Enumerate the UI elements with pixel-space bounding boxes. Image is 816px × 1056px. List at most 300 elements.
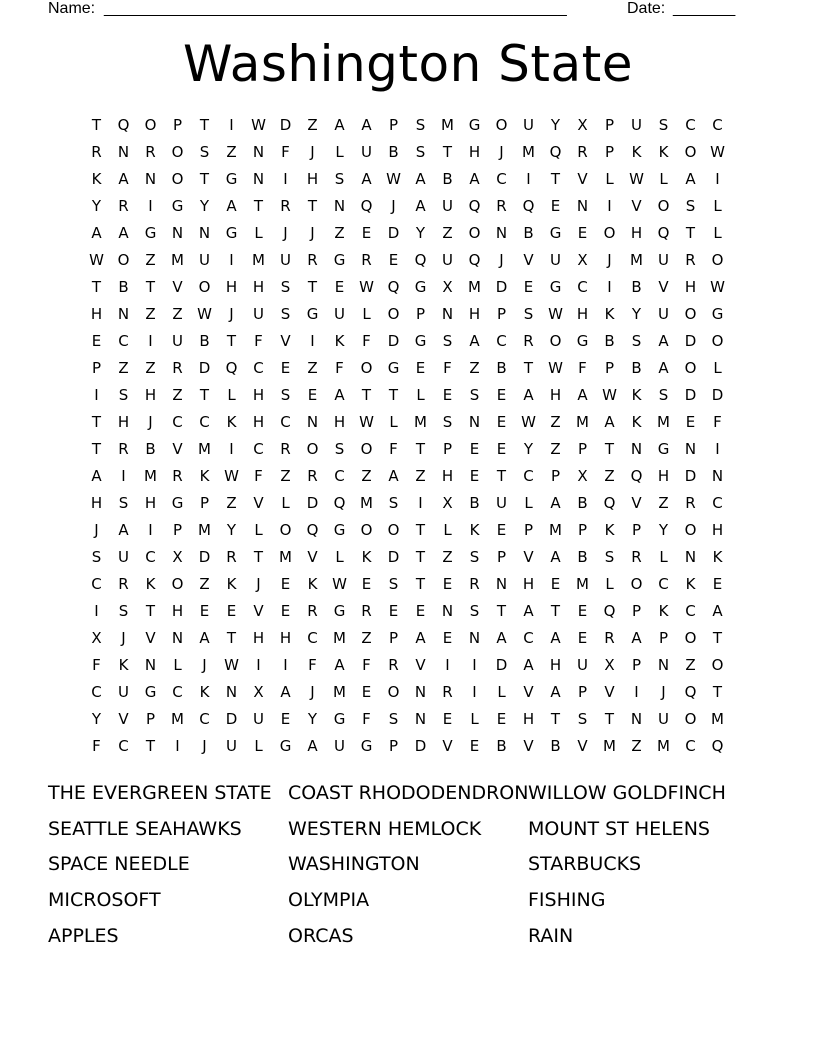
grid-letter: A <box>118 521 129 539</box>
grid-letter: M <box>360 494 373 512</box>
grid-letter: W <box>89 251 104 269</box>
grid-letter: E <box>550 575 561 593</box>
grid-letter: T <box>307 197 318 215</box>
grid-letter: L <box>713 359 722 377</box>
grid-letter: O <box>495 116 508 134</box>
grid-letter: D <box>495 278 508 296</box>
grid-letter: H <box>684 278 697 296</box>
grid-letter: V <box>253 494 264 512</box>
grid-letter: A <box>658 359 669 377</box>
grid-letter: Z <box>442 548 453 566</box>
grid-letter: P <box>577 521 588 539</box>
grid-letter: E <box>226 602 237 620</box>
word-bank-item: WESTERN HEMLOCK <box>288 817 482 840</box>
grid-letter: E <box>577 224 588 242</box>
grid-letter: A <box>388 467 399 485</box>
grid-letter: T <box>415 548 426 566</box>
grid-letter: G <box>333 710 346 728</box>
grid-letter: W <box>548 359 563 377</box>
grid-letter: P <box>496 548 507 566</box>
grid-letter: F <box>362 332 371 350</box>
grid-letter: A <box>118 170 129 188</box>
grid-letter: T <box>496 602 507 620</box>
grid-letter: Q <box>657 224 670 242</box>
grid-letter: J <box>121 629 126 647</box>
grid-letter: T <box>145 278 156 296</box>
grid-letter: N <box>252 143 265 161</box>
name-date-header <box>48 0 748 20</box>
grid-letter: Y <box>523 440 534 458</box>
grid-letter: Z <box>631 737 642 755</box>
grid-letter: Z <box>307 116 318 134</box>
grid-letter: F <box>578 359 587 377</box>
grid-letter: Q <box>711 737 724 755</box>
grid-letter: K <box>604 521 615 539</box>
grid-letter: F <box>362 656 371 674</box>
grid-letter: R <box>307 602 318 620</box>
grid-letter: W <box>602 386 617 404</box>
grid-letter: T <box>361 386 372 404</box>
grid-letter: H <box>576 305 589 323</box>
grid-letter: M <box>414 413 427 431</box>
grid-letter: E <box>469 440 480 458</box>
grid-letter: C <box>118 332 129 350</box>
grid-letter: Z <box>604 467 615 485</box>
grid-letter: N <box>468 413 481 431</box>
grid-letter: O <box>684 359 697 377</box>
grid-letter: V <box>523 683 534 701</box>
grid-letter: A <box>361 116 372 134</box>
grid-letter: C <box>199 413 210 431</box>
grid-letter: Q <box>306 521 319 539</box>
grid-letter: S <box>415 143 426 161</box>
grid-letter: N <box>144 656 157 674</box>
grid-letter: N <box>117 305 130 323</box>
grid-letter: N <box>414 710 427 728</box>
grid-letter: S <box>658 116 669 134</box>
grid-letter: E <box>442 710 453 728</box>
grid-letter: T <box>550 602 561 620</box>
grid-letter: O <box>684 143 697 161</box>
grid-letter: B <box>577 494 588 512</box>
grid-letter: Z <box>307 359 318 377</box>
grid-letter: C <box>658 575 669 593</box>
grid-letter: D <box>684 467 697 485</box>
grid-letter: P <box>442 440 453 458</box>
grid-letter: U <box>172 332 183 350</box>
grid-letter: F <box>713 413 722 431</box>
grid-letter: K <box>118 656 129 674</box>
grid-letter: D <box>279 116 292 134</box>
grid-letter: A <box>523 386 534 404</box>
grid-letter: I <box>148 332 153 350</box>
grid-letter: M <box>657 737 670 755</box>
grid-letter: R <box>172 359 183 377</box>
grid-letter: E <box>388 602 399 620</box>
grid-letter: E <box>388 251 399 269</box>
grid-letter: X <box>442 278 453 296</box>
grid-letter: M <box>576 575 589 593</box>
grid-letter: S <box>469 548 480 566</box>
grid-letter: R <box>442 683 453 701</box>
grid-letter: O <box>684 305 697 323</box>
grid-letter: I <box>94 602 99 620</box>
grid-letter: Z <box>550 413 561 431</box>
word-bank-item: ORCAS <box>288 924 354 947</box>
grid-letter: H <box>171 602 184 620</box>
grid-letter: N <box>117 143 130 161</box>
grid-letter: D <box>387 548 400 566</box>
grid-letter: I <box>175 737 180 755</box>
grid-letter: E <box>361 575 372 593</box>
grid-letter: V <box>631 494 642 512</box>
grid-letter: N <box>684 440 697 458</box>
grid-letter: Q <box>603 494 616 512</box>
grid-letter: J <box>202 737 207 755</box>
grid-letter: A <box>361 170 372 188</box>
grid-letter: C <box>685 116 696 134</box>
grid-letter: C <box>253 440 264 458</box>
grid-letter: W <box>359 278 374 296</box>
grid-letter: W <box>359 413 374 431</box>
grid-letter: K <box>226 413 237 431</box>
grid-letter: D <box>684 332 697 350</box>
grid-letter: S <box>469 602 480 620</box>
grid-letter: Q <box>468 197 481 215</box>
grid-letter: A <box>550 548 561 566</box>
grid-letter: E <box>496 413 507 431</box>
grid-letter: M <box>576 413 589 431</box>
grid-letter: R <box>145 143 156 161</box>
grid-letter: O <box>279 521 292 539</box>
grid-letter: A <box>118 224 129 242</box>
grid-letter: C <box>145 548 156 566</box>
grid-letter: Q <box>414 251 427 269</box>
grid-letter: P <box>523 521 534 539</box>
word-bank-item: APPLES <box>48 924 119 947</box>
grid-letter: P <box>388 737 399 755</box>
grid-letter: M <box>549 521 562 539</box>
grid-letter: G <box>414 332 427 350</box>
grid-letter: D <box>495 656 508 674</box>
grid-letter: H <box>225 278 238 296</box>
grid-letter: L <box>254 521 263 539</box>
grid-letter: G <box>171 197 184 215</box>
grid-letter: A <box>550 629 561 647</box>
grid-letter: Y <box>199 197 210 215</box>
grid-letter: N <box>684 548 697 566</box>
grid-letter: Z <box>199 575 210 593</box>
grid-letter: M <box>522 143 535 161</box>
grid-letter: U <box>199 251 210 269</box>
grid-letter: A <box>334 116 345 134</box>
grid-letter: E <box>577 629 588 647</box>
grid-letter: I <box>229 116 234 134</box>
grid-letter: Z <box>550 440 561 458</box>
word-bank-item: OLYMPIA <box>288 889 370 912</box>
grid-letter: T <box>91 440 102 458</box>
grid-letter: I <box>607 278 612 296</box>
grid-letter: G <box>576 332 589 350</box>
grid-letter: A <box>334 386 345 404</box>
date-label: Date: <box>627 0 666 17</box>
grid-letter: N <box>630 440 643 458</box>
grid-letter: X <box>172 548 183 566</box>
grid-letter: D <box>387 224 400 242</box>
grid-letter: T <box>415 575 426 593</box>
grid-letter: E <box>280 575 291 593</box>
grid-letter: T <box>550 170 561 188</box>
grid-letter: E <box>199 602 210 620</box>
grid-letter: C <box>577 278 588 296</box>
grid-letter: J <box>607 251 612 269</box>
grid-letter: F <box>443 359 452 377</box>
grid-letter: X <box>577 467 588 485</box>
grid-letter: Z <box>226 494 237 512</box>
grid-letter: V <box>523 737 534 755</box>
grid-letter: E <box>334 278 345 296</box>
grid-letter: B <box>577 548 588 566</box>
grid-letter: T <box>712 629 723 647</box>
grid-letter: P <box>496 305 507 323</box>
grid-letter: O <box>360 521 373 539</box>
grid-letter: Q <box>387 278 400 296</box>
grid-letter: F <box>389 440 398 458</box>
grid-letter: U <box>442 197 453 215</box>
grid-letter: O <box>387 305 400 323</box>
grid-letter: X <box>577 116 588 134</box>
grid-letter: A <box>658 332 669 350</box>
grid-letter: R <box>307 467 318 485</box>
grid-letter: U <box>334 737 345 755</box>
grid-letter: A <box>604 413 615 431</box>
grid-letter: C <box>172 683 183 701</box>
grid-letter: N <box>495 224 508 242</box>
grid-letter: C <box>91 683 102 701</box>
grid-letter: R <box>118 440 129 458</box>
grid-letter: E <box>415 602 426 620</box>
grid-letter: I <box>283 170 288 188</box>
grid-letter: E <box>361 224 372 242</box>
grid-letter: E <box>496 386 507 404</box>
grid-letter: F <box>281 143 290 161</box>
grid-letter: K <box>658 143 669 161</box>
grid-letter: H <box>252 629 265 647</box>
grid-letter: K <box>658 602 669 620</box>
grid-letter: I <box>472 656 477 674</box>
grid-letter: B <box>631 359 642 377</box>
grid-letter: R <box>577 143 588 161</box>
grid-letter: M <box>198 521 211 539</box>
grid-letter: E <box>361 683 372 701</box>
grid-letter: H <box>306 170 319 188</box>
grid-letter: N <box>198 224 211 242</box>
grid-letter: W <box>332 575 347 593</box>
grid-letter: S <box>577 710 588 728</box>
grid-letter: U <box>577 656 588 674</box>
grid-letter: O <box>171 143 184 161</box>
grid-letter: S <box>118 386 129 404</box>
grid-letter: K <box>307 575 318 593</box>
grid-letter: L <box>416 386 425 404</box>
grid-letter: E <box>469 737 480 755</box>
grid-letter: E <box>685 413 696 431</box>
grid-letter: Y <box>550 116 561 134</box>
grid-letter: P <box>604 116 615 134</box>
grid-letter: T <box>388 386 399 404</box>
grid-letter: B <box>199 332 210 350</box>
grid-letter: G <box>360 737 373 755</box>
grid-letter: L <box>443 521 452 539</box>
grid-letter: J <box>499 251 504 269</box>
grid-letter: H <box>252 413 265 431</box>
grid-letter: Z <box>280 467 291 485</box>
grid-letter: V <box>442 737 453 755</box>
grid-letter: B <box>496 359 507 377</box>
grid-letter: T <box>199 116 210 134</box>
grid-letter: O <box>387 683 400 701</box>
grid-letter: H <box>441 467 454 485</box>
grid-letter: P <box>658 629 669 647</box>
grid-letter: G <box>144 224 157 242</box>
grid-letter: E <box>442 629 453 647</box>
grid-letter: K <box>604 305 615 323</box>
grid-letter: N <box>711 467 724 485</box>
grid-letter: H <box>279 629 292 647</box>
grid-letter: C <box>199 710 210 728</box>
grid-letter: L <box>605 575 614 593</box>
grid-letter: Z <box>334 224 345 242</box>
grid-letter: S <box>442 332 453 350</box>
grid-letter: N <box>171 629 184 647</box>
grid-letter: V <box>658 278 669 296</box>
grid-letter: T <box>226 629 237 647</box>
grid-letter: O <box>468 224 481 242</box>
grid-letter: N <box>306 413 319 431</box>
grid-letter: L <box>389 413 398 431</box>
grid-letter: C <box>712 116 723 134</box>
grid-letter: H <box>90 494 103 512</box>
grid-letter: G <box>279 737 292 755</box>
grid-letter: R <box>118 197 129 215</box>
grid-letter: B <box>550 737 561 755</box>
grid-letter: Z <box>442 224 453 242</box>
grid-letter: K <box>685 575 696 593</box>
grid-letter: J <box>283 224 288 242</box>
grid-letter: P <box>631 656 642 674</box>
grid-letter: Q <box>522 197 535 215</box>
word-bank-item: FISHING <box>528 889 606 912</box>
grid-letter: E <box>280 710 291 728</box>
grid-letter: C <box>253 359 264 377</box>
grid-letter: C <box>523 467 534 485</box>
grid-letter: H <box>144 386 157 404</box>
grid-letter: T <box>145 602 156 620</box>
word-bank-item: STARBUCKS <box>528 853 642 876</box>
grid-letter: N <box>252 170 265 188</box>
grid-letter: I <box>310 332 315 350</box>
word-bank-item: SPACE NEEDLE <box>48 853 190 876</box>
grid-letter: S <box>199 143 210 161</box>
grid-letter: I <box>445 656 450 674</box>
grid-letter: U <box>658 710 669 728</box>
grid-letter: S <box>388 575 399 593</box>
grid-letter: D <box>684 386 697 404</box>
grid-letter: D <box>414 737 427 755</box>
grid-letter: I <box>121 467 126 485</box>
grid-letter: D <box>198 359 211 377</box>
grid-letter: R <box>118 575 129 593</box>
grid-letter: N <box>657 656 670 674</box>
grid-letter: X <box>604 656 615 674</box>
grid-letter: J <box>94 521 99 539</box>
grid-letter: T <box>523 359 534 377</box>
grid-letter: F <box>308 656 317 674</box>
grid-letter: J <box>391 197 396 215</box>
grid-letter: A <box>226 197 237 215</box>
grid-letter: A <box>415 629 426 647</box>
grid-letter: Y <box>91 197 102 215</box>
word-bank-item: SEATTLE SEAHAWKS <box>48 817 242 840</box>
grid-letter: A <box>334 656 345 674</box>
grid-letter: O <box>711 656 724 674</box>
grid-letter: S <box>334 440 345 458</box>
grid-letter: T <box>685 224 696 242</box>
grid-letter: T <box>442 143 453 161</box>
grid-letter: R <box>469 575 480 593</box>
grid-letter: R <box>685 494 696 512</box>
grid-letter: Q <box>117 116 130 134</box>
grid-letter: E <box>550 197 561 215</box>
grid-letter: O <box>306 440 319 458</box>
grid-letter: R <box>172 467 183 485</box>
grid-letter: P <box>145 710 156 728</box>
grid-letter: Q <box>630 467 643 485</box>
grid-letter: N <box>630 710 643 728</box>
grid-letter: Q <box>549 143 562 161</box>
grid-letter: M <box>657 413 670 431</box>
grid-letter: C <box>334 467 345 485</box>
grid-letter: C <box>280 413 291 431</box>
grid-letter: I <box>526 170 531 188</box>
grid-letter: E <box>280 359 291 377</box>
grid-letter: G <box>333 602 346 620</box>
grid-letter: U <box>361 143 372 161</box>
grid-letter: I <box>148 197 153 215</box>
grid-letter: U <box>523 116 534 134</box>
grid-letter: V <box>253 602 264 620</box>
grid-letter: K <box>631 413 642 431</box>
grid-letter: S <box>469 386 480 404</box>
grid-letter: V <box>118 710 129 728</box>
grid-letter: P <box>550 467 561 485</box>
grid-letter: L <box>281 494 290 512</box>
grid-letter: C <box>496 332 507 350</box>
grid-letter: U <box>442 251 453 269</box>
grid-letter: A <box>91 224 102 242</box>
grid-letter: L <box>713 197 722 215</box>
grid-letter: K <box>145 575 156 593</box>
grid-letter: C <box>496 170 507 188</box>
grid-letter: W <box>224 656 239 674</box>
grid-letter: A <box>415 170 426 188</box>
grid-letter: C <box>172 413 183 431</box>
grid-letter: P <box>577 683 588 701</box>
grid-letter: R <box>496 197 507 215</box>
grid-letter: R <box>91 143 102 161</box>
grid-letter: H <box>468 305 481 323</box>
grid-letter: O <box>630 575 643 593</box>
